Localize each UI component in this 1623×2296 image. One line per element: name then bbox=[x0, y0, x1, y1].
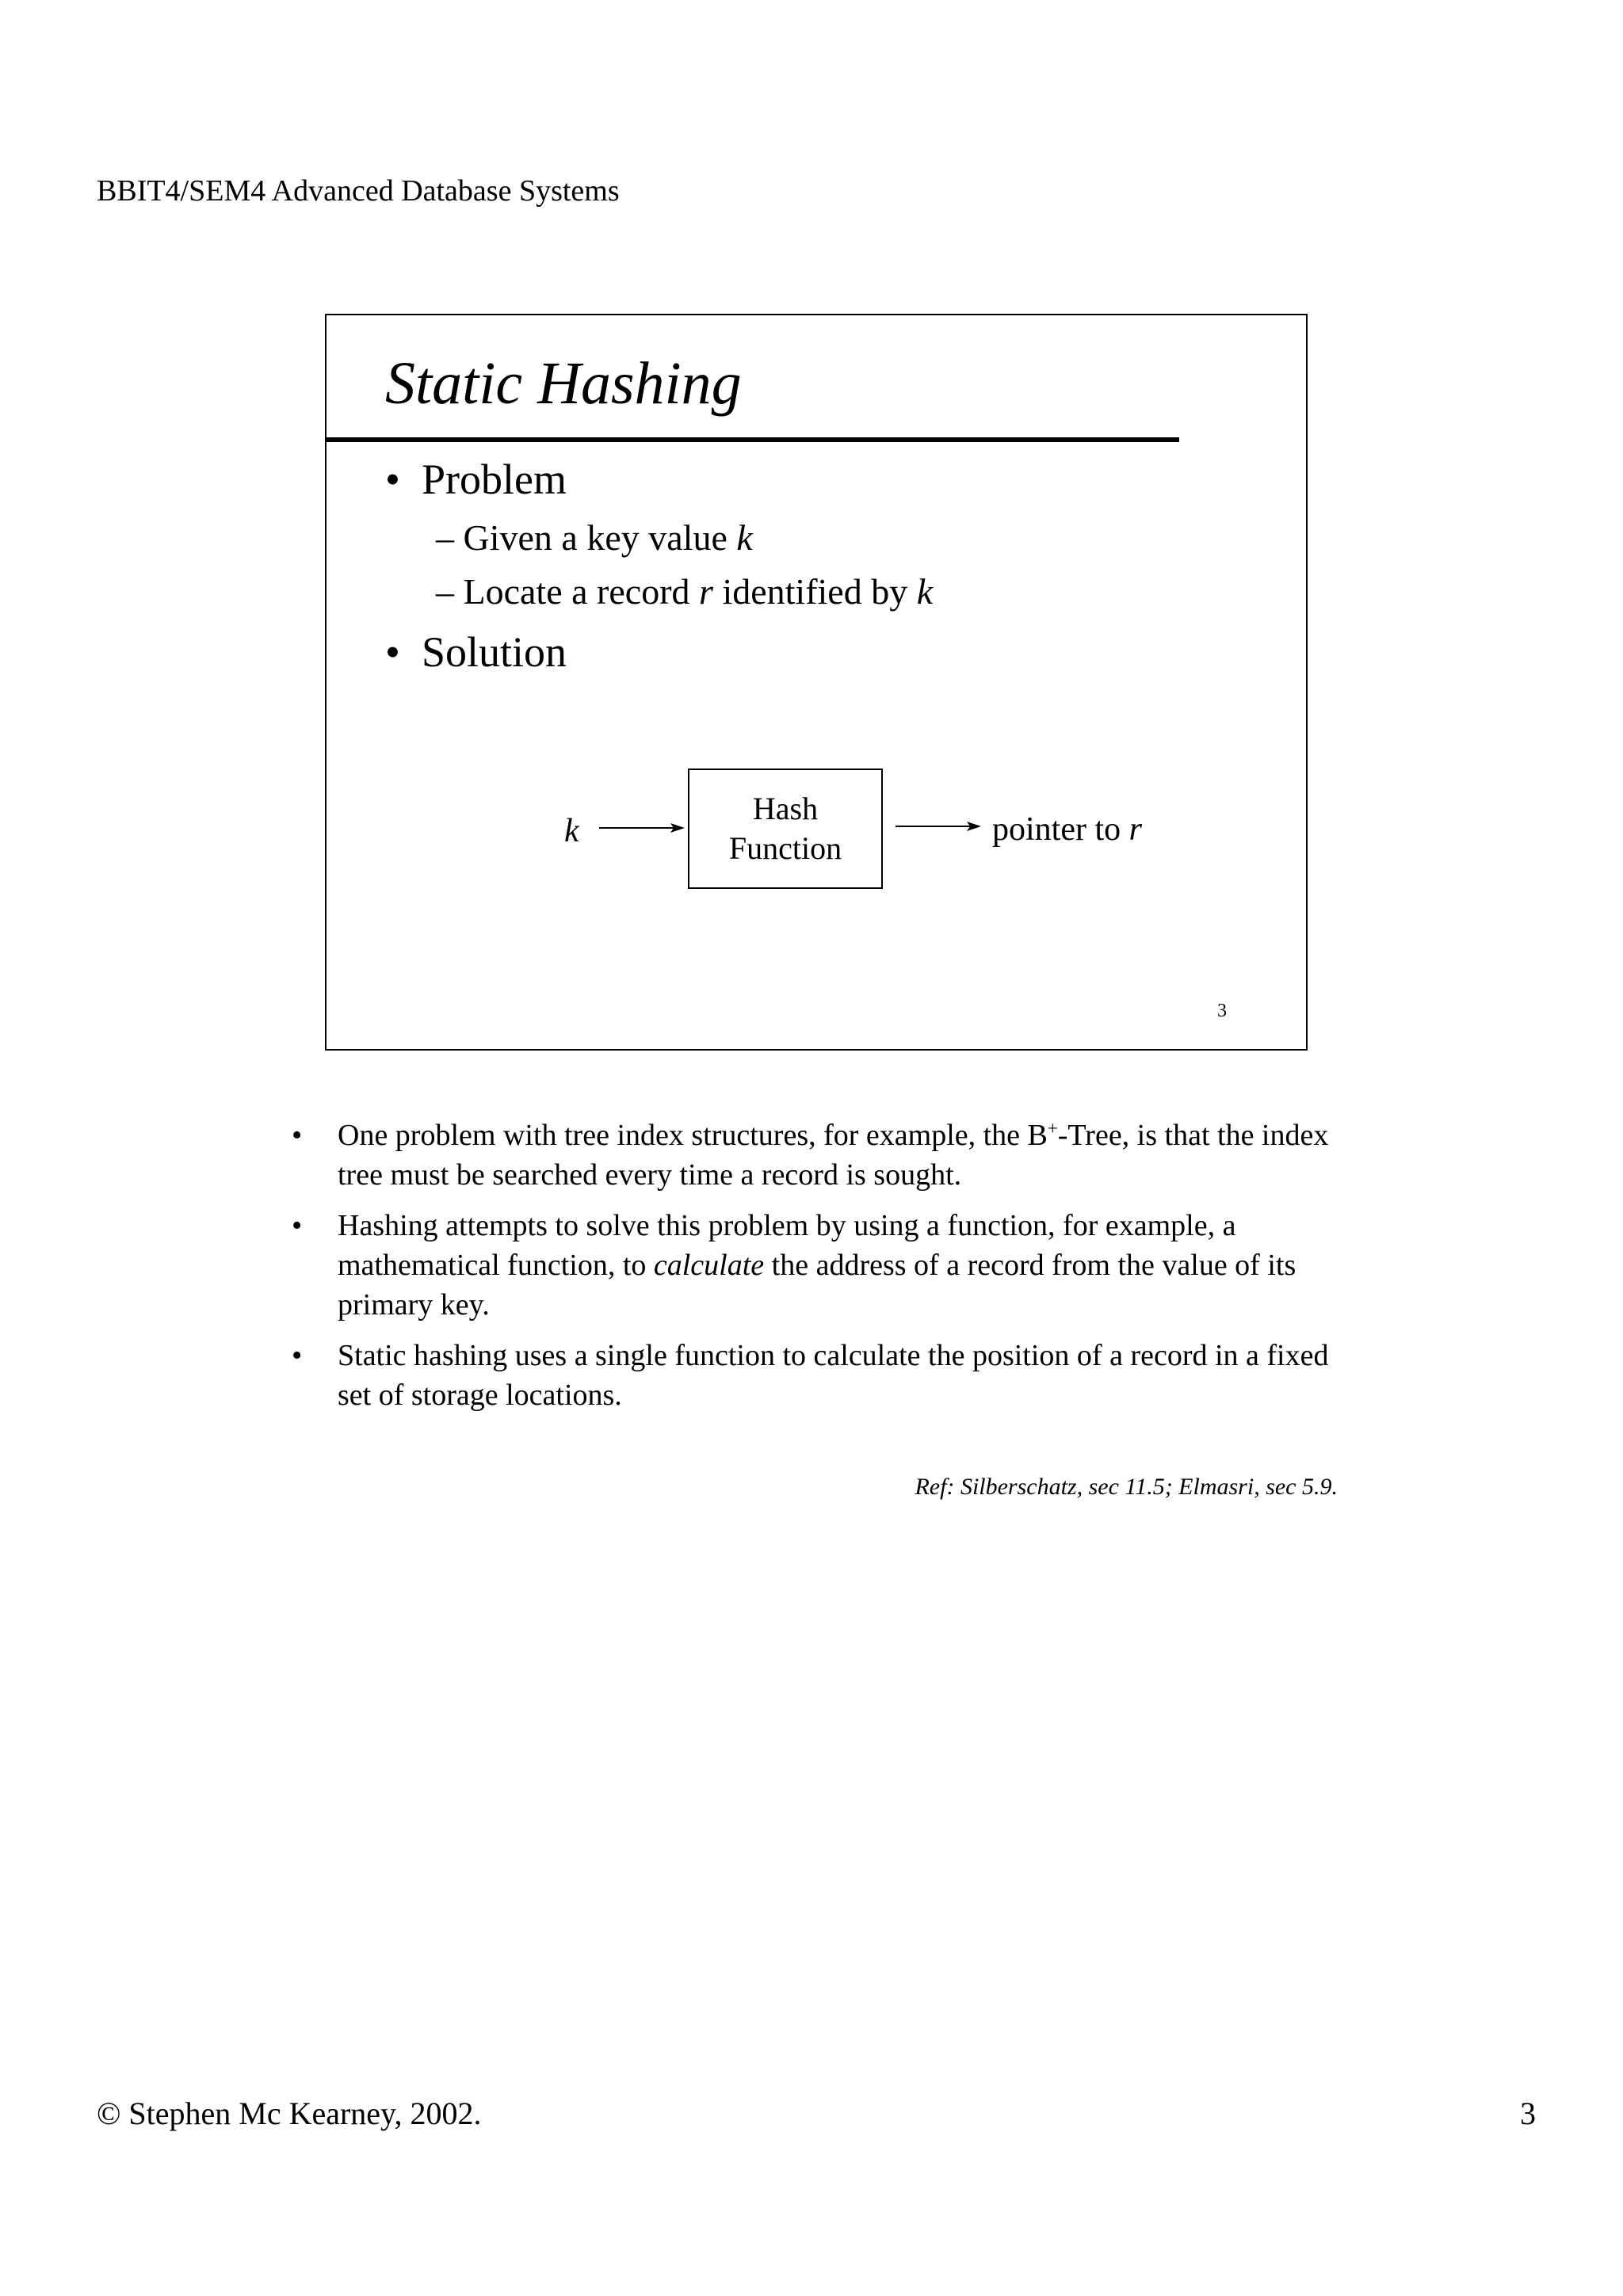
slide-frame bbox=[325, 314, 1308, 1051]
var-k: k bbox=[916, 571, 934, 612]
note-text: -Tree, is that the index tree must be searched every time a record is sought. bbox=[338, 1119, 1329, 1192]
note-bullet: • bbox=[292, 1339, 303, 1372]
note-bullet: • bbox=[292, 1209, 303, 1242]
note-text: One problem with tree index structures, for example, the B bbox=[338, 1119, 1048, 1152]
reference-citation: Ref: Silberschatz, sec 11.5; Elmasri, sec 5.9. bbox=[915, 1474, 1338, 1500]
title-underline bbox=[327, 437, 1179, 442]
footer-page-number: 3 bbox=[1520, 2096, 1536, 2131]
bullet-solution bbox=[385, 628, 567, 676]
hash-box-line1: Hash bbox=[752, 791, 819, 826]
speaker-notes bbox=[292, 1116, 1354, 1426]
footer-copyright: © Stephen Mc Kearney, 2002. bbox=[97, 2096, 482, 2131]
arrow-right-icon bbox=[598, 816, 686, 840]
document-header: BBIT4/SEM4 Advanced Database Systems bbox=[97, 174, 620, 208]
sub-bullet-text: identified by bbox=[712, 571, 917, 612]
output-text: pointer to bbox=[992, 811, 1129, 848]
note-item bbox=[292, 1336, 1354, 1415]
hash-function-box bbox=[688, 769, 883, 889]
sub-bullet-text: – Locate a record bbox=[436, 571, 700, 612]
sub-bullet-locate-record bbox=[436, 571, 934, 612]
var-r: r bbox=[1128, 811, 1142, 848]
note-item bbox=[292, 1206, 1354, 1325]
problem-label: Problem bbox=[422, 456, 567, 503]
slide-title: Static Hashing bbox=[385, 350, 742, 417]
hash-box-line2: Function bbox=[728, 830, 842, 866]
sub-bullet-given-key bbox=[436, 517, 753, 558]
solution-label: Solution bbox=[422, 628, 567, 676]
superscript-plus: + bbox=[1047, 1118, 1058, 1138]
bullet-dot: • bbox=[385, 456, 400, 503]
bullet-problem bbox=[385, 458, 567, 501]
diagram-input-k: k bbox=[564, 813, 579, 849]
note-emphasis: calculate bbox=[653, 1249, 765, 1282]
note-text: the address of a record from the value of its primary key. bbox=[338, 1249, 1296, 1322]
var-k: k bbox=[736, 517, 753, 558]
note-bullet: • bbox=[292, 1119, 303, 1152]
note-text: Static hashing uses a single function to calculate the position of a record in a fixed set of storage locations. bbox=[338, 1339, 1329, 1412]
var-r: r bbox=[699, 571, 713, 612]
sub-bullet-text: – Given a key value bbox=[436, 517, 737, 558]
note-text: Hashing attempts to solve this problem by using a function, for example, a mathematical function, to bbox=[338, 1209, 1236, 1282]
diagram-output bbox=[992, 813, 1142, 846]
bullet-dot: • bbox=[385, 628, 400, 676]
slide-number: 3 bbox=[1217, 1001, 1227, 1021]
note-item bbox=[292, 1116, 1354, 1195]
arrow-right-icon bbox=[894, 814, 983, 838]
